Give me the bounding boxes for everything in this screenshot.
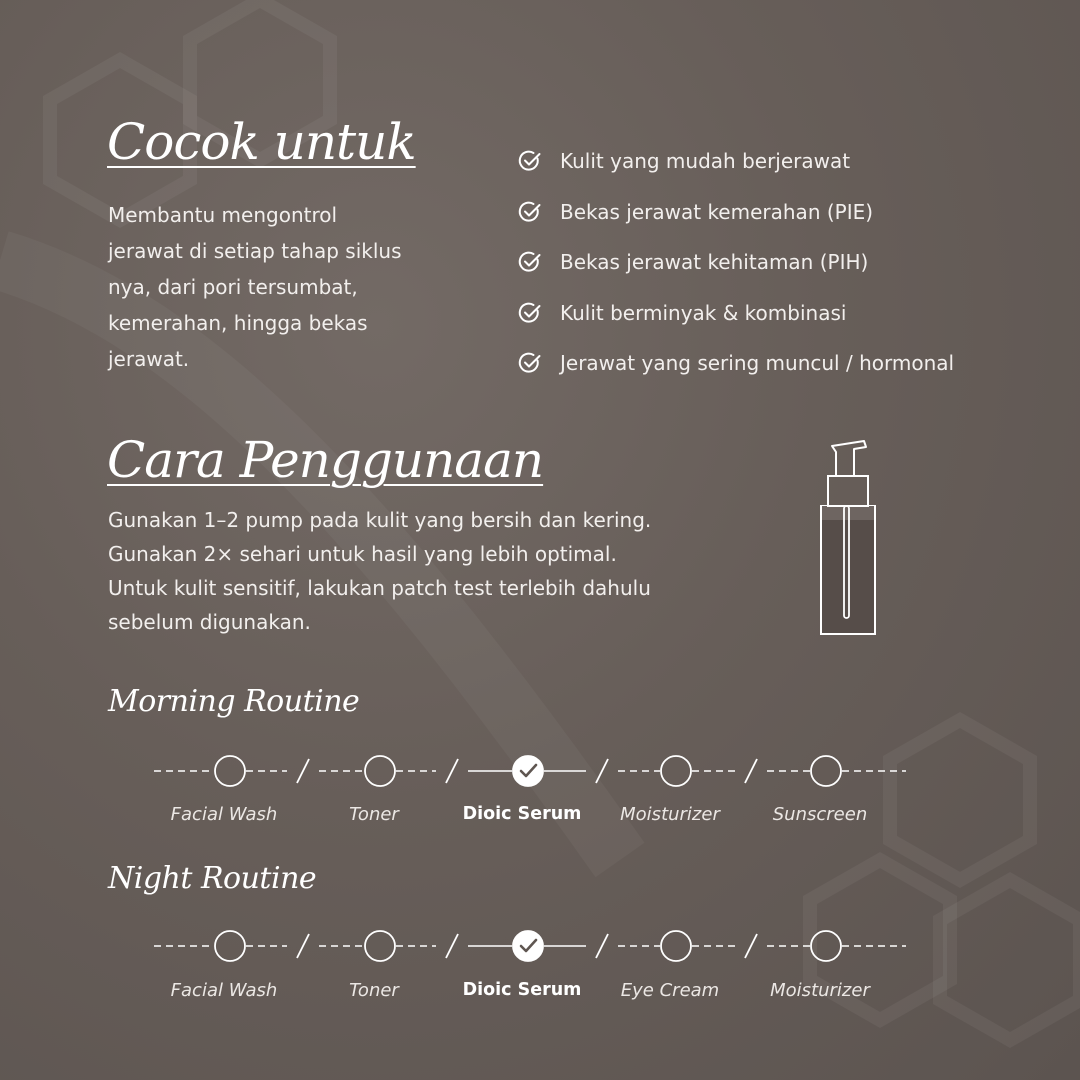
checklist-item-label: Kulit berminyak & kombinasi [560, 300, 847, 325]
check-circle-icon [517, 350, 543, 376]
track-divider [745, 759, 757, 783]
serum-pump-bottle-icon [812, 438, 882, 638]
step-label: Toner [349, 980, 399, 1001]
checklist-item [517, 288, 954, 339]
checklist-item [517, 187, 954, 238]
cocok-description-line: jerawat. [108, 347, 190, 371]
step-label: Eye Cream [620, 980, 720, 1001]
checklist-item [517, 237, 954, 288]
track-divider [446, 759, 458, 783]
check-circle-icon [517, 300, 543, 326]
step-marker [661, 931, 691, 961]
suitability-checklist [517, 136, 954, 389]
step-marker [661, 756, 691, 786]
step-marker [811, 756, 841, 786]
morning-routine-title: Morning Routine [108, 684, 360, 719]
step-marker [811, 931, 841, 961]
cara-penggunaan-title: Cara Penggunaan [107, 431, 544, 489]
cocok-description-line: jerawat di setiap tahap siklus [108, 239, 402, 263]
step-marker [215, 931, 245, 961]
check-circle-icon [517, 249, 543, 275]
cocok-description-line: nya, dari pori tersumbat, [108, 275, 358, 299]
track-divider [745, 934, 757, 958]
night-routine-track [150, 926, 910, 966]
step-marker [365, 756, 395, 786]
checklist-item-label: Kulit yang mudah berjerawat [560, 149, 851, 174]
step-label: Toner [349, 804, 399, 825]
checklist-item-label: Bekas jerawat kemerahan (PIE) [560, 199, 874, 224]
night-routine-title: Night Routine [108, 861, 317, 896]
step-marker-active [513, 931, 543, 961]
checklist-item-label: Jerawat yang sering muncul / hormonal [560, 351, 955, 376]
cara-description-line: Gunakan 2× sehari untuk hasil yang lebih optimal. [108, 542, 617, 566]
step-label: Moisturizer [620, 804, 720, 825]
step-marker [365, 931, 395, 961]
cocok-description [108, 197, 402, 377]
check-circle-icon [517, 148, 543, 174]
cara-description [108, 503, 651, 639]
track-divider [446, 934, 458, 958]
checklist-item [517, 338, 954, 389]
track-divider [596, 759, 608, 783]
step-label: Dioic Serum [462, 980, 582, 1000]
track-divider [297, 759, 309, 783]
step-label: Sunscreen [772, 804, 868, 825]
cara-description-line: Untuk kulit sensitif, lakukan patch test terlebih dahulu [108, 576, 651, 600]
cocok-description-line: Membantu mengontrol [108, 203, 338, 227]
checklist-item [517, 136, 954, 187]
check-circle-icon [517, 199, 543, 225]
step-label: Moisturizer [770, 980, 870, 1001]
checklist-item-label: Bekas jerawat kehitaman (PIH) [560, 250, 869, 275]
step-label: Facial Wash [170, 980, 278, 1001]
morning-routine-track [150, 751, 910, 791]
cara-description-line: sebelum digunakan. [108, 610, 311, 634]
step-marker-active [513, 756, 543, 786]
track-divider [596, 934, 608, 958]
track-divider [297, 934, 309, 958]
cocok-description-line: kemerahan, hingga bekas [108, 311, 368, 335]
step-label: Dioic Serum [462, 804, 582, 824]
cocok-untuk-title: Cocok untuk [107, 113, 416, 171]
cara-description-line: Gunakan 1–2 pump pada kulit yang bersih dan kering. [108, 508, 652, 532]
step-marker [215, 756, 245, 786]
step-label: Facial Wash [170, 804, 278, 825]
